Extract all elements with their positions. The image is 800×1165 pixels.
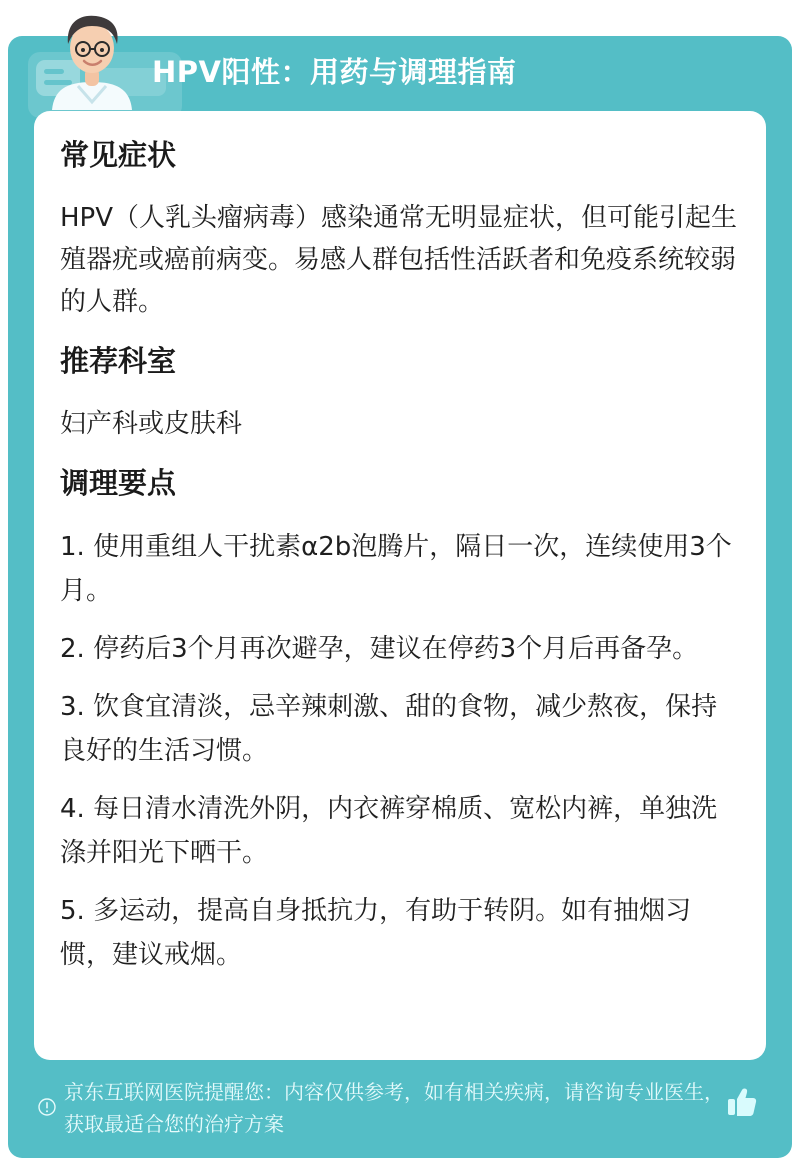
footer: [8, 1060, 792, 1158]
section-title-department: 推荐科室: [60, 344, 177, 378]
doctor-avatar: [44, 10, 140, 110]
content-panel: [34, 111, 766, 1060]
care-item-5: 5. 多运动，提高自身抵抗力，有助于转阴。如有抽烟习惯，建议戒烟。: [60, 896, 692, 970]
section-title-symptoms: 常见症状: [60, 138, 177, 172]
info-icon: [38, 1098, 56, 1116]
department-text: 妇产科或皮肤科: [60, 409, 243, 439]
care-item-4: 4. 每日清水清洗外阴，内衣裤穿棉质、宽松内裤，单独洗涤并阳光下晒干。: [60, 794, 718, 868]
symptoms-text: HPV（人乳头瘤病毒）感染通常无明显症状，但可能引起生殖器疣或癌前病变。易感人群包括性活跃者和免疫系统较弱的人群。: [60, 203, 738, 317]
thumbs-up-icon[interactable]: [724, 1084, 760, 1120]
section-title-care: 调理要点: [60, 466, 177, 500]
care-item-1: 1. 使用重组人干扰素α2b泡腾片，隔日一次，连续使用3个月。: [60, 532, 732, 606]
care-item-3: 3. 饮食宜清淡，忌辛辣刺激、甜的食物，减少熬夜，保持良好的生活习惯。: [60, 692, 718, 766]
footer-disclaimer: 京东互联网医院提醒您：内容仅供参考，如有相关疾病，请咨询专业医生，获取最适合您的治疗方案: [64, 1080, 724, 1136]
page-title: HPV阳性：用药与调理指南: [152, 55, 517, 89]
care-item-2: 2. 停药后3个月再次避孕，建议在停药3个月后再备孕。: [60, 634, 699, 664]
